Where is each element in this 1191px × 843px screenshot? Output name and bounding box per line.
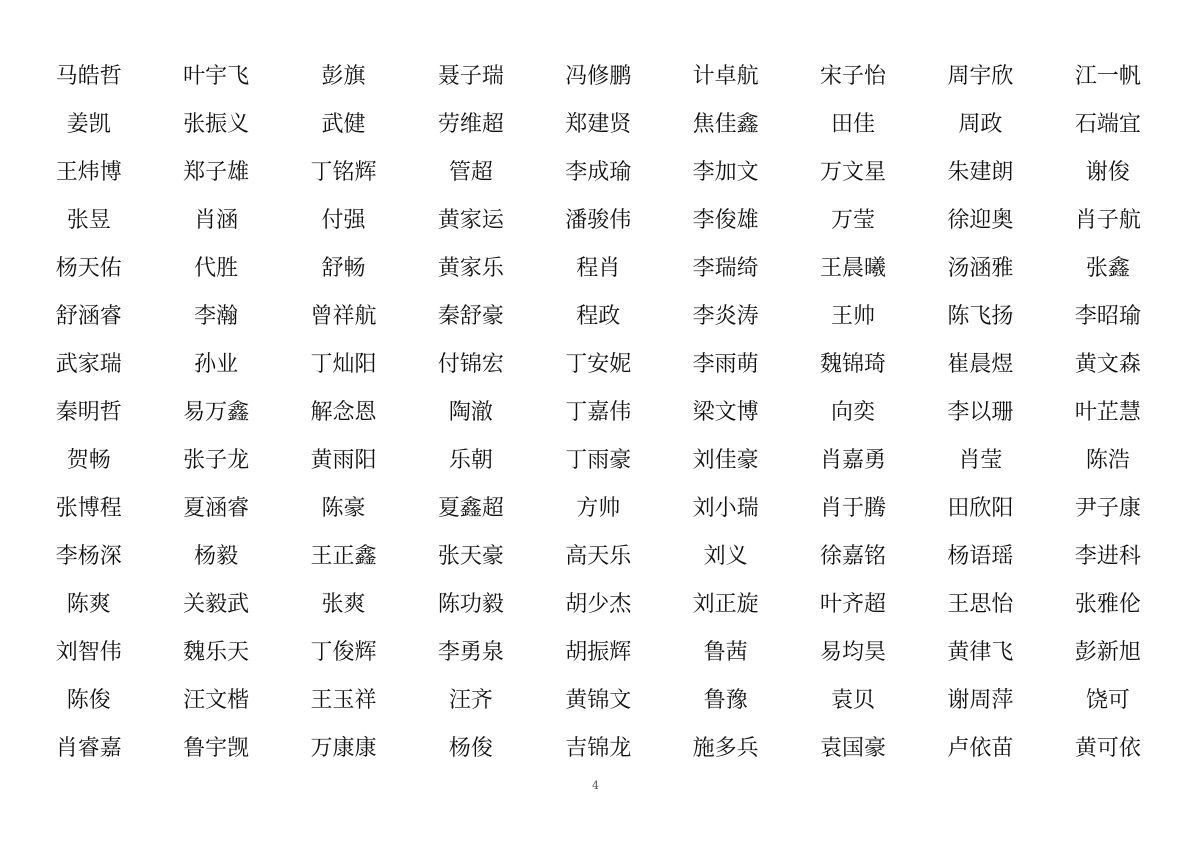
name-cell: 聂子瑞 [437, 63, 504, 89]
name-cell: 万康康 [310, 735, 377, 761]
name-cell: 李杨深 [55, 543, 122, 569]
name-cell: 黄家乐 [437, 255, 504, 281]
name-cell: 黄律飞 [947, 639, 1014, 665]
name-cell: 刘智伟 [55, 639, 122, 665]
name-cell: 陈功毅 [437, 591, 504, 617]
name-cell: 陈豪 [321, 495, 366, 521]
name-cell: 李以珊 [947, 399, 1014, 425]
name-cell: 黄家运 [437, 207, 504, 233]
name-cell: 田欣阳 [947, 495, 1014, 521]
name-cell: 周宇欣 [947, 63, 1014, 89]
name-cell: 彭旗 [321, 63, 366, 89]
name-cell: 王思怡 [947, 591, 1014, 617]
name-cell: 汪齐 [448, 687, 493, 713]
name-cell: 付锦宏 [437, 351, 504, 377]
name-cell: 肖莹 [958, 447, 1003, 473]
name-cell: 舒涵睿 [55, 303, 122, 329]
name-cell: 施多兵 [692, 735, 759, 761]
name-cell: 杨俊 [448, 735, 493, 761]
name-cell: 郑子雄 [183, 159, 250, 185]
name-cell: 向奕 [831, 399, 876, 425]
name-cell: 徐迎奥 [947, 207, 1014, 233]
name-cell: 吉锦龙 [565, 735, 632, 761]
name-cell: 宋子怡 [820, 63, 887, 89]
name-cell: 鲁豫 [703, 687, 748, 713]
name-cell: 陈浩 [1085, 447, 1130, 473]
names-grid [25, 50, 1171, 770]
name-cell: 曾祥航 [310, 303, 377, 329]
name-cell: 秦舒豪 [437, 303, 504, 329]
name-cell: 刘小瑞 [692, 495, 759, 521]
name-cell: 关毅武 [183, 591, 250, 617]
name-cell: 杨语瑶 [947, 543, 1014, 569]
name-cell: 张天豪 [437, 543, 504, 569]
name-cell: 汤涵雅 [947, 255, 1014, 281]
name-cell: 李昭瑜 [1074, 303, 1141, 329]
name-cell: 解念恩 [310, 399, 377, 425]
name-cell: 周政 [958, 111, 1003, 137]
name-cell: 丁安妮 [565, 351, 632, 377]
name-cell: 夏涵睿 [183, 495, 250, 521]
name-cell: 冯修鹏 [565, 63, 632, 89]
name-cell: 张博程 [55, 495, 122, 521]
name-cell: 张振义 [183, 111, 250, 137]
name-cell: 舒畅 [321, 255, 366, 281]
name-cell: 鲁茜 [703, 639, 748, 665]
name-cell: 肖涵 [194, 207, 239, 233]
name-cell: 丁俊辉 [310, 639, 377, 665]
name-cell: 黄可依 [1074, 735, 1141, 761]
name-cell: 乐朝 [448, 447, 493, 473]
name-cell: 黄雨阳 [310, 447, 377, 473]
name-cell: 武健 [321, 111, 366, 137]
name-cell: 李瀚 [194, 303, 239, 329]
name-cell: 陈飞扬 [947, 303, 1014, 329]
name-cell: 张昱 [66, 207, 111, 233]
name-cell: 袁贝 [831, 687, 876, 713]
name-cell: 尹子康 [1074, 495, 1141, 521]
name-cell: 肖睿嘉 [55, 735, 122, 761]
name-cell: 李炎涛 [692, 303, 759, 329]
name-cell: 方帅 [576, 495, 621, 521]
name-cell: 陈爽 [66, 591, 111, 617]
name-cell: 杨毅 [194, 543, 239, 569]
name-cell: 饶可 [1085, 687, 1130, 713]
name-cell: 焦佳鑫 [692, 111, 759, 137]
name-cell: 黄锦文 [565, 687, 632, 713]
name-cell: 易均昊 [820, 639, 887, 665]
name-cell: 高天乐 [565, 543, 632, 569]
name-cell: 程肖 [576, 255, 621, 281]
name-cell: 陶澈 [448, 399, 493, 425]
name-cell: 徐嘉铭 [820, 543, 887, 569]
name-cell: 李成瑜 [565, 159, 632, 185]
name-cell: 刘义 [703, 543, 748, 569]
name-cell: 卢依苗 [947, 735, 1014, 761]
name-cell: 马皓哲 [55, 63, 122, 89]
name-cell: 魏锦琦 [820, 351, 887, 377]
name-cell: 丁嘉伟 [565, 399, 632, 425]
name-cell: 王晨曦 [820, 255, 887, 281]
name-cell: 朱建朗 [947, 159, 1014, 185]
name-cell: 张爽 [321, 591, 366, 617]
name-cell: 代胜 [194, 255, 239, 281]
name-cell: 魏乐天 [183, 639, 250, 665]
name-cell: 孙业 [194, 351, 239, 377]
name-cell: 丁灿阳 [310, 351, 377, 377]
name-cell: 胡振辉 [565, 639, 632, 665]
name-cell: 王玉祥 [310, 687, 377, 713]
name-cell: 肖嘉勇 [820, 447, 887, 473]
name-cell: 劳维超 [437, 111, 504, 137]
name-cell: 肖于腾 [820, 495, 887, 521]
name-cell: 江一帆 [1074, 63, 1141, 89]
name-cell: 付强 [321, 207, 366, 233]
name-cell: 夏鑫超 [437, 495, 504, 521]
name-cell: 武家瑞 [55, 351, 122, 377]
name-cell: 谢周萍 [947, 687, 1014, 713]
name-cell: 郑建贤 [565, 111, 632, 137]
name-cell: 石端宜 [1074, 111, 1141, 137]
name-cell: 彭新旭 [1074, 639, 1141, 665]
name-cell: 王正鑫 [310, 543, 377, 569]
name-cell: 鲁宇觊 [183, 735, 250, 761]
name-cell: 张雅伦 [1074, 591, 1141, 617]
name-cell: 万莹 [831, 207, 876, 233]
name-cell: 叶宇飞 [183, 63, 250, 89]
name-cell: 叶芷慧 [1074, 399, 1141, 425]
name-cell: 秦明哲 [55, 399, 122, 425]
name-cell: 杨天佑 [55, 255, 122, 281]
name-cell: 王炜博 [55, 159, 122, 185]
name-cell: 李雨萌 [692, 351, 759, 377]
name-cell: 万文星 [820, 159, 887, 185]
name-cell: 潘骏伟 [565, 207, 632, 233]
name-cell: 肖子航 [1074, 207, 1141, 233]
name-cell: 袁国豪 [820, 735, 887, 761]
name-cell: 田佳 [831, 111, 876, 137]
name-cell: 李瑞绮 [692, 255, 759, 281]
name-cell: 李进科 [1074, 543, 1141, 569]
name-cell: 丁雨豪 [565, 447, 632, 473]
name-cell: 管超 [448, 159, 493, 185]
name-cell: 程政 [576, 303, 621, 329]
name-cell: 胡少杰 [565, 591, 632, 617]
name-cell: 易万鑫 [183, 399, 250, 425]
name-cell: 李勇泉 [437, 639, 504, 665]
name-cell: 黄文森 [1074, 351, 1141, 377]
name-cell: 谢俊 [1085, 159, 1130, 185]
name-cell: 丁铭辉 [310, 159, 377, 185]
page-number: 4 [592, 779, 599, 792]
name-cell: 王帅 [831, 303, 876, 329]
name-cell: 张鑫 [1085, 255, 1130, 281]
name-cell: 崔晨煜 [947, 351, 1014, 377]
name-cell: 李加文 [692, 159, 759, 185]
name-cell: 刘佳豪 [692, 447, 759, 473]
name-cell: 贺畅 [66, 447, 111, 473]
name-cell: 汪文楷 [183, 687, 250, 713]
name-cell: 李俊雄 [692, 207, 759, 233]
name-cell: 计卓航 [692, 63, 759, 89]
name-cell: 梁文博 [692, 399, 759, 425]
name-cell: 叶齐超 [820, 591, 887, 617]
name-cell: 陈俊 [66, 687, 111, 713]
name-cell: 刘正旋 [692, 591, 759, 617]
name-cell: 姜凯 [66, 111, 111, 137]
name-cell: 张子龙 [183, 447, 250, 473]
